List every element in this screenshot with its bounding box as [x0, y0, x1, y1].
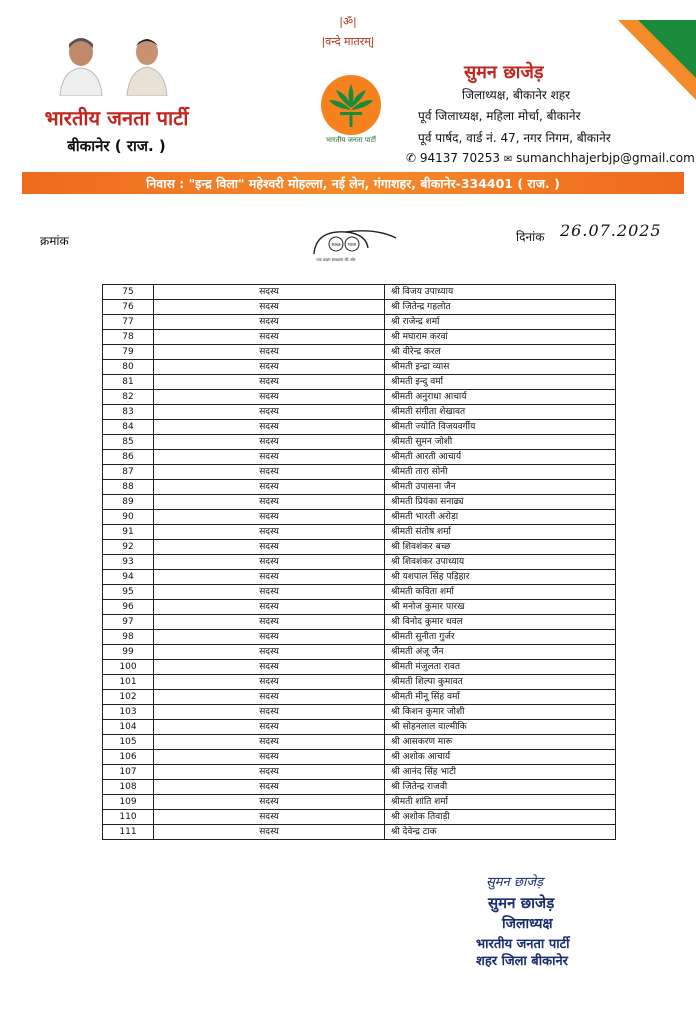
member-number: 83	[103, 405, 154, 420]
member-role: सदस्य	[154, 780, 385, 795]
member-name: श्रीमती मंजुलता रावत	[385, 660, 616, 675]
table-row	[103, 330, 616, 345]
member-number: 101	[103, 675, 154, 690]
member-number: 92	[103, 540, 154, 555]
handwritten-signature: सुमन छाजेड़	[486, 875, 543, 890]
member-role: सदस्य	[154, 375, 385, 390]
member-number: 110	[103, 810, 154, 825]
member-name: श्री जितेन्द्र गहलोत	[385, 300, 616, 315]
member-name: श्री मघाराम करवां	[385, 330, 616, 345]
portrait-icon	[124, 34, 170, 96]
member-name: श्रीमती संतोष शर्मा	[385, 525, 616, 540]
member-role: सदस्य	[154, 540, 385, 555]
president-name: सुमन छाजेड़	[464, 62, 544, 83]
member-number: 76	[103, 300, 154, 315]
member-name: श्री विनोद कुमार धवल	[385, 615, 616, 630]
table-row	[103, 450, 616, 465]
member-number: 80	[103, 360, 154, 375]
member-name: श्री अशोक आचार्य	[385, 750, 616, 765]
member-role: सदस्य	[154, 330, 385, 345]
member-name: श्रीमती भारती अरोड़ा	[385, 510, 616, 525]
table-row	[103, 465, 616, 480]
table-row	[103, 690, 616, 705]
party-city: बीकानेर ( राज. )	[67, 137, 166, 155]
member-role: सदस्य	[154, 435, 385, 450]
member-name: श्री शिवशंकर बच्छ	[385, 540, 616, 555]
member-name: श्री वीरेन्द्र करल	[385, 345, 616, 360]
swachh-right-text: भारत	[347, 243, 357, 248]
member-name: श्री यशपाल सिंह पड़िहार	[385, 570, 616, 585]
member-name: श्री आनंद सिंह भाटी	[385, 765, 616, 780]
member-number: 81	[103, 375, 154, 390]
table-row	[103, 705, 616, 720]
member-name: श्री शिवशंकर उपाध्याय	[385, 555, 616, 570]
member-role: सदस्य	[154, 345, 385, 360]
table-row	[103, 600, 616, 615]
member-role: सदस्य	[154, 600, 385, 615]
member-number: 94	[103, 570, 154, 585]
member-role: सदस्य	[154, 675, 385, 690]
president-former-title: पूर्व जिलाध्यक्ष, महिला मोर्चा, बीकानेर	[418, 109, 581, 123]
table-row	[103, 345, 616, 360]
table-row	[103, 375, 616, 390]
table-row	[103, 435, 616, 450]
member-number: 87	[103, 465, 154, 480]
member-number: 89	[103, 495, 154, 510]
president-former-councillor: पूर्व पार्षद, वार्ड नं. 47, नगर निगम, बीकानेर	[418, 131, 611, 145]
member-role: सदस्य	[154, 810, 385, 825]
swachh-tagline: एक कदम स्वच्छता की ओर	[316, 257, 356, 262]
member-role: सदस्य	[154, 720, 385, 735]
member-role: सदस्य	[154, 795, 385, 810]
member-name: श्रीमती अंजू जैन	[385, 645, 616, 660]
table-row	[103, 540, 616, 555]
member-number: 105	[103, 735, 154, 750]
signatory-city: शहर जिला बीकानेर	[476, 954, 568, 969]
member-role: सदस्य	[154, 480, 385, 495]
table-row	[103, 810, 616, 825]
member-name: श्रीमती तारा सोनी	[385, 465, 616, 480]
table-row	[103, 750, 616, 765]
president-title: जिलाध्यक्ष, बीकानेर शहर	[462, 88, 571, 102]
member-name: श्री किशन कुमार जोशी	[385, 705, 616, 720]
signatory-party: भारतीय जनता पार्टी	[476, 937, 570, 952]
member-number: 91	[103, 525, 154, 540]
dinank-label: दिनांक	[516, 230, 545, 244]
member-name: श्रीमती उपासना जैन	[385, 480, 616, 495]
table-row	[103, 825, 616, 840]
member-name: श्री मनोज कुमार पारख	[385, 600, 616, 615]
table-row	[103, 390, 616, 405]
members-table	[102, 284, 616, 840]
member-number: 88	[103, 480, 154, 495]
table-row	[103, 780, 616, 795]
table-row	[103, 765, 616, 780]
om-symbol: |ॐ|	[339, 15, 357, 28]
table-row	[103, 675, 616, 690]
corner-flag-icon	[608, 20, 696, 100]
member-role: सदस्य	[154, 510, 385, 525]
member-role: सदस्य	[154, 750, 385, 765]
table-row	[103, 555, 616, 570]
member-role: सदस्य	[154, 705, 385, 720]
table-row	[103, 315, 616, 330]
member-name: श्रीमती आरती आचार्य	[385, 450, 616, 465]
member-number: 106	[103, 750, 154, 765]
member-number: 100	[103, 660, 154, 675]
member-name: श्रीमती सुमन जोशी	[385, 435, 616, 450]
phone-icon: ✆	[406, 151, 417, 165]
email-icon: ✉	[503, 154, 513, 165]
member-name: श्री सोहनलाल वाल्मीकि	[385, 720, 616, 735]
table-row	[103, 645, 616, 660]
member-number: 79	[103, 345, 154, 360]
member-number: 97	[103, 615, 154, 630]
contact-line	[406, 151, 695, 165]
member-name: श्रीमती ज्योति विजयवर्गीय	[385, 420, 616, 435]
member-name: श्रीमती अनुराधा आचार्य	[385, 390, 616, 405]
member-name: श्री विजय उपाध्याय	[385, 285, 616, 300]
member-name: श्रीमती संगीता शेखावत	[385, 405, 616, 420]
member-name: श्रीमती सुनीता गुर्जर	[385, 630, 616, 645]
table-row	[103, 735, 616, 750]
member-number: 78	[103, 330, 154, 345]
member-role: सदस्य	[154, 735, 385, 750]
member-name: श्रीमती शांति शर्मा	[385, 795, 616, 810]
member-name: श्रीमती प्रियंका सनाढ्य	[385, 495, 616, 510]
table-row	[103, 795, 616, 810]
members-table-body	[103, 285, 616, 840]
table-row	[103, 495, 616, 510]
member-role: सदस्य	[154, 420, 385, 435]
member-number: 85	[103, 435, 154, 450]
table-row	[103, 585, 616, 600]
member-role: सदस्य	[154, 285, 385, 300]
member-number: 75	[103, 285, 154, 300]
member-number: 108	[103, 780, 154, 795]
member-role: सदस्य	[154, 615, 385, 630]
member-number: 107	[103, 765, 154, 780]
member-name: श्रीमती कविता शर्मा	[385, 585, 616, 600]
address-text: निवास : "इन्द्र विला" महेश्वरी मोहल्ला, नई लेन, गंगाशहर, बीकानेर-334401 ( राज. )	[146, 176, 560, 191]
member-role: सदस्य	[154, 645, 385, 660]
member-role: सदस्य	[154, 585, 385, 600]
table-row	[103, 285, 616, 300]
table-row	[103, 615, 616, 630]
member-number: 98	[103, 630, 154, 645]
member-name: श्रीमती इन्द्रा व्यास	[385, 360, 616, 375]
member-role: सदस्य	[154, 495, 385, 510]
member-name: श्री अशोक तिवाड़ी	[385, 810, 616, 825]
member-number: 90	[103, 510, 154, 525]
member-role: सदस्य	[154, 390, 385, 405]
member-role: सदस्य	[154, 690, 385, 705]
table-row	[103, 720, 616, 735]
member-number: 77	[103, 315, 154, 330]
member-name: श्री आसकरण मारू	[385, 735, 616, 750]
lotus-caption: भारतीय जनता पार्टी	[326, 136, 376, 144]
swachh-bharat-logo-icon	[306, 224, 404, 264]
member-number: 96	[103, 600, 154, 615]
kramank-label: क्रमांक	[40, 234, 69, 248]
member-role: सदस्य	[154, 315, 385, 330]
member-number: 99	[103, 645, 154, 660]
member-role: सदस्य	[154, 825, 385, 840]
member-number: 82	[103, 390, 154, 405]
member-number: 84	[103, 420, 154, 435]
member-role: सदस्य	[154, 360, 385, 375]
member-number: 86	[103, 450, 154, 465]
member-name: श्रीमती मीनू सिंह वर्मा	[385, 690, 616, 705]
member-role: सदस्य	[154, 765, 385, 780]
member-number: 95	[103, 585, 154, 600]
member-number: 111	[103, 825, 154, 840]
table-row	[103, 360, 616, 375]
member-number: 103	[103, 705, 154, 720]
table-row	[103, 420, 616, 435]
member-name: श्री जितेन्द्र राजवी	[385, 780, 616, 795]
member-number: 102	[103, 690, 154, 705]
table-row	[103, 660, 616, 675]
table-row	[103, 510, 616, 525]
member-role: सदस्य	[154, 570, 385, 585]
member-number: 93	[103, 555, 154, 570]
member-name: श्रीमती इन्दु वर्मा	[385, 375, 616, 390]
member-role: सदस्य	[154, 465, 385, 480]
table-row	[103, 405, 616, 420]
party-name: भारतीय जनता पार्टी	[44, 106, 189, 130]
member-number: 109	[103, 795, 154, 810]
table-row	[103, 570, 616, 585]
signatory-title: जिलाध्यक्ष	[502, 916, 553, 932]
member-role: सदस्य	[154, 525, 385, 540]
member-role: सदस्य	[154, 555, 385, 570]
member-role: सदस्य	[154, 300, 385, 315]
member-name: श्रीमती शिल्पा कुमावत	[385, 675, 616, 690]
member-role: सदस्य	[154, 660, 385, 675]
member-role: सदस्य	[154, 405, 385, 420]
table-row	[103, 630, 616, 645]
swachh-left-text: स्वच्छ	[331, 243, 341, 248]
lotus-logo-icon	[320, 74, 382, 136]
phone-number: 94137 70253	[419, 151, 501, 165]
email-address: sumanchhajerbjp@gmail.com	[516, 151, 695, 165]
table-row	[103, 480, 616, 495]
vande-mataram: |वन्दे मातरम्|	[321, 35, 375, 48]
member-name: श्री राजेन्द्र शर्मा	[385, 315, 616, 330]
table-row	[103, 300, 616, 315]
member-role: सदस्य	[154, 450, 385, 465]
table-row	[103, 525, 616, 540]
signatory-name: सुमन छाजेड़	[488, 894, 555, 912]
member-role: सदस्य	[154, 630, 385, 645]
portrait-icon	[58, 34, 104, 96]
member-name: श्री देवेन्द्र टाक	[385, 825, 616, 840]
member-number: 104	[103, 720, 154, 735]
letter-date: 26.07.2025	[560, 221, 662, 240]
